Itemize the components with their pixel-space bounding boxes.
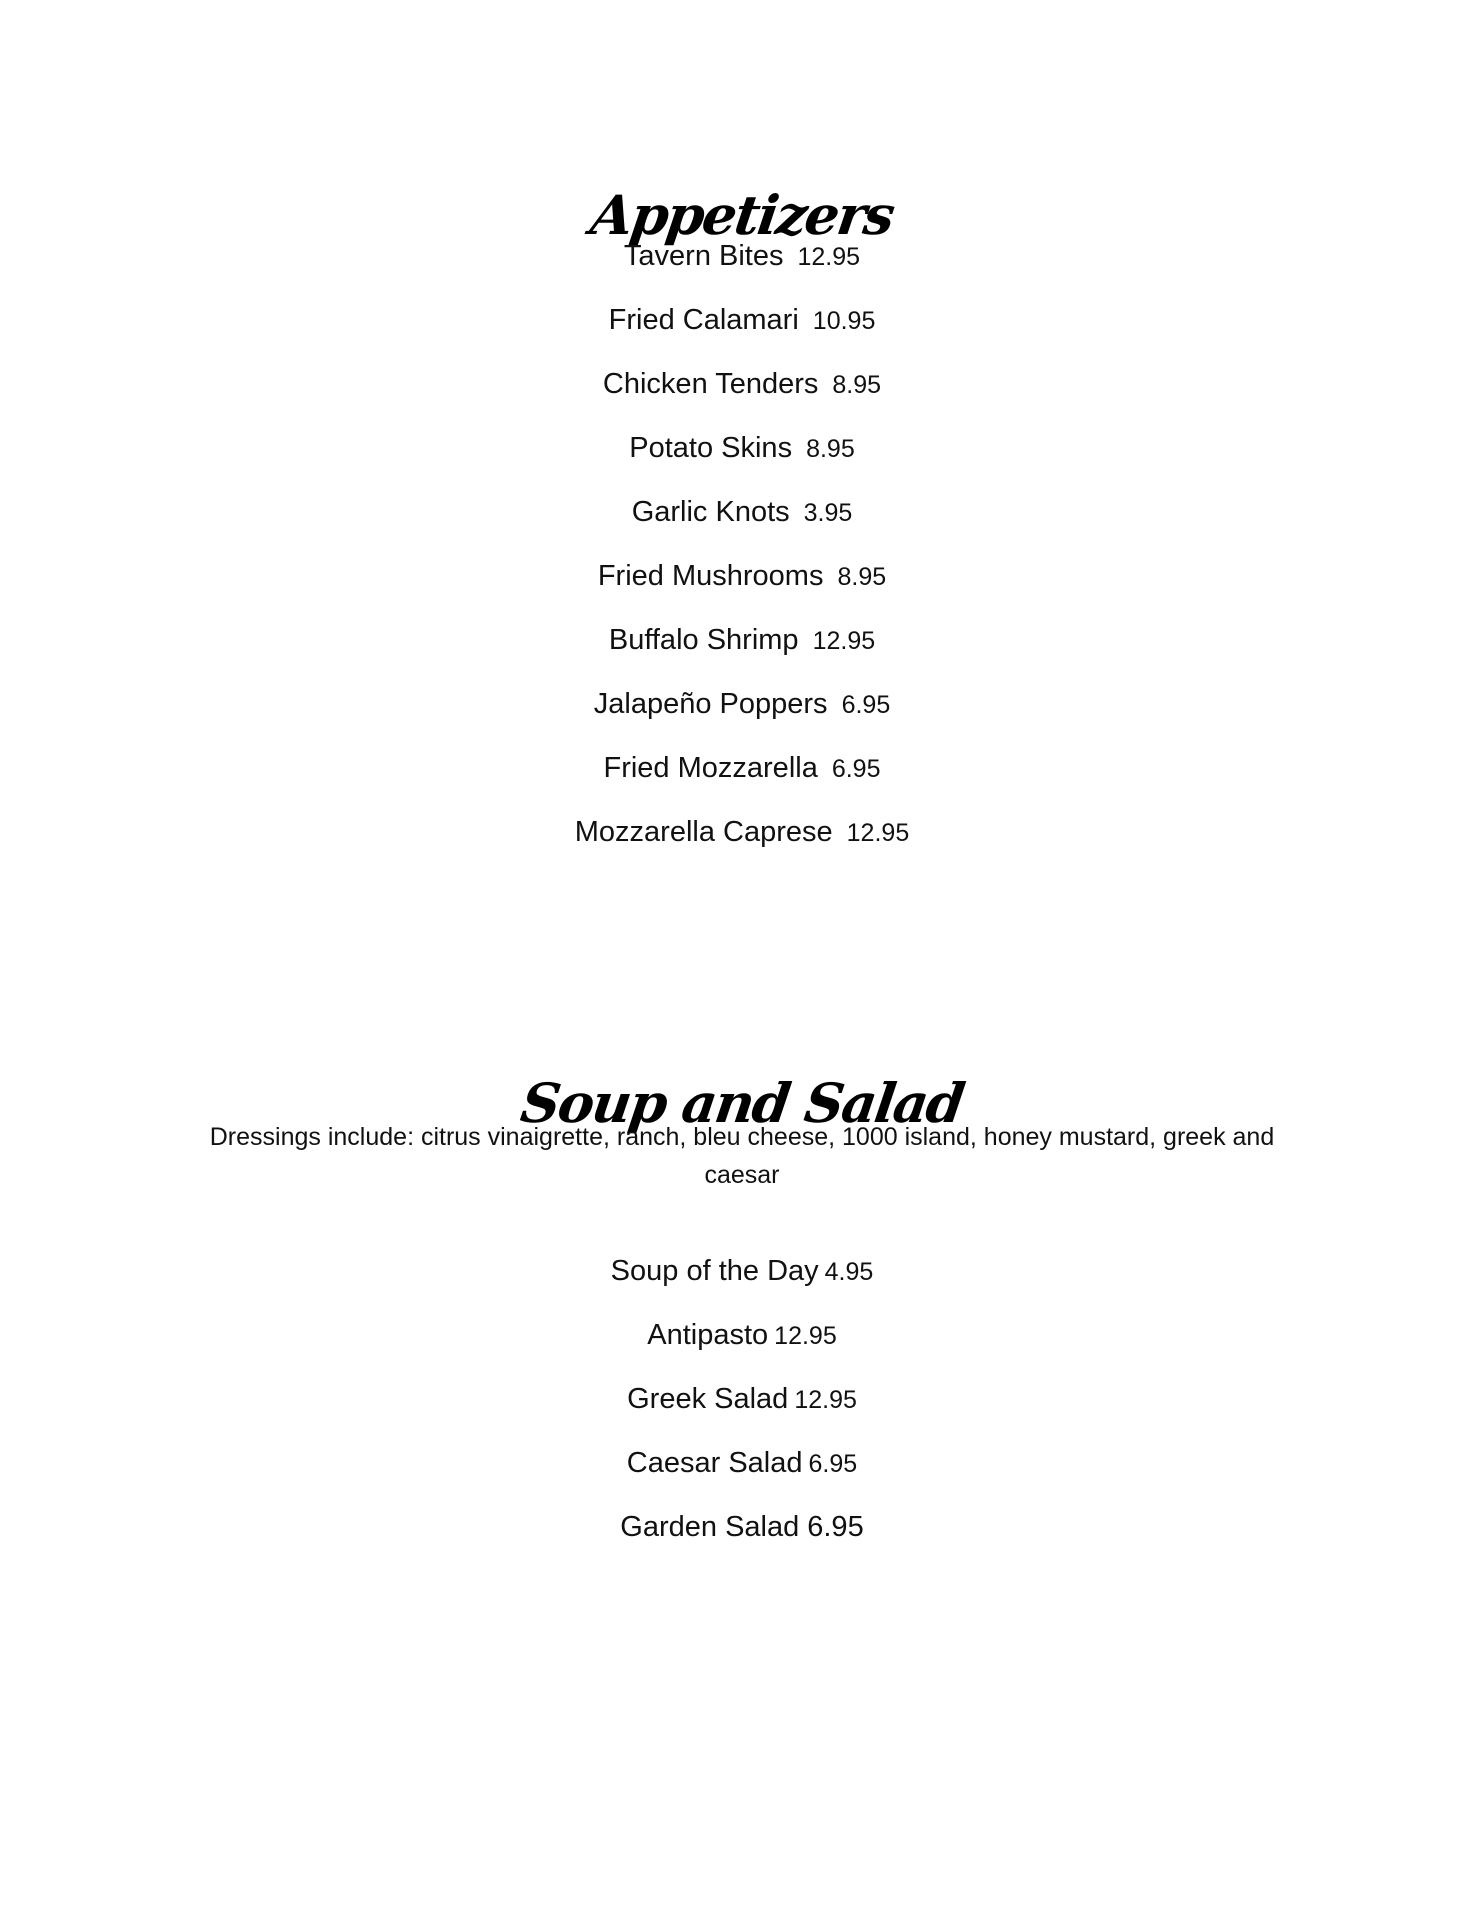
- menu-item: [0, 496, 1484, 560]
- item-price: 6.95: [841, 691, 891, 719]
- item-name: Soup of the Day: [610, 1255, 819, 1287]
- item-price: 12.95: [794, 1386, 857, 1414]
- item-price: 8.95: [837, 563, 887, 591]
- item-name: Greek Salad: [627, 1383, 789, 1415]
- item-price: 12.95: [846, 819, 910, 847]
- item-name: Antipasto: [647, 1319, 769, 1351]
- item-price: 6.95: [807, 1511, 864, 1543]
- item-name: Mozzarella Caprese: [574, 816, 833, 848]
- menu-item: [0, 688, 1484, 752]
- item-price: 6.95: [831, 755, 881, 783]
- item-name: Potato Skins: [629, 432, 793, 464]
- item-price: 12.95: [774, 1322, 837, 1350]
- item-price: 4.95: [824, 1258, 874, 1286]
- item-price: 12.95: [797, 243, 861, 271]
- menu-item: [0, 1319, 1484, 1383]
- menu-item: [0, 304, 1484, 368]
- item-name: Garlic Knots: [631, 496, 790, 528]
- item-price: 10.95: [812, 307, 876, 335]
- appetizers-heading: Appetizers: [586, 183, 898, 248]
- menu-item: [0, 368, 1484, 432]
- item-price: 6.95: [808, 1450, 858, 1478]
- item-name: Fried Mushrooms: [597, 560, 824, 592]
- item-price: 8.95: [806, 435, 855, 463]
- menu-item: [0, 752, 1484, 816]
- item-name: Fried Mozzarella: [603, 752, 818, 784]
- menu-item: [0, 240, 1484, 304]
- item-name: Caesar Salad: [626, 1447, 803, 1479]
- item-price: 12.95: [812, 627, 876, 655]
- soup-and-salad-heading: Soup and Salad: [517, 1071, 967, 1136]
- item-name: Jalapeño Poppers: [593, 688, 828, 720]
- menu-item: [0, 1511, 1484, 1575]
- dressings-note: Dressings include: citrus vinaigrette, ranch, bleu cheese, 1000 island, honey mustard, greek and caesar: [209, 1123, 1275, 1189]
- soup-and-salad-list: [0, 1255, 1484, 1575]
- menu-item: [0, 432, 1484, 496]
- menu-item: [0, 624, 1484, 688]
- item-price: 3.95: [803, 499, 853, 527]
- menu-item: [0, 816, 1484, 880]
- menu-item: [0, 1383, 1484, 1447]
- menu-item: [0, 560, 1484, 624]
- menu-item: [0, 1447, 1484, 1511]
- menu-item: [0, 1255, 1484, 1319]
- appetizers-list: [0, 240, 1484, 880]
- item-name: Garden Salad: [620, 1511, 800, 1543]
- item-name: Fried Calamari: [608, 304, 799, 336]
- item-name: Chicken Tenders: [602, 368, 819, 400]
- item-name: Buffalo Shrimp: [608, 624, 799, 656]
- item-name: Tavern Bites: [623, 240, 784, 272]
- item-price: 8.95: [832, 371, 882, 399]
